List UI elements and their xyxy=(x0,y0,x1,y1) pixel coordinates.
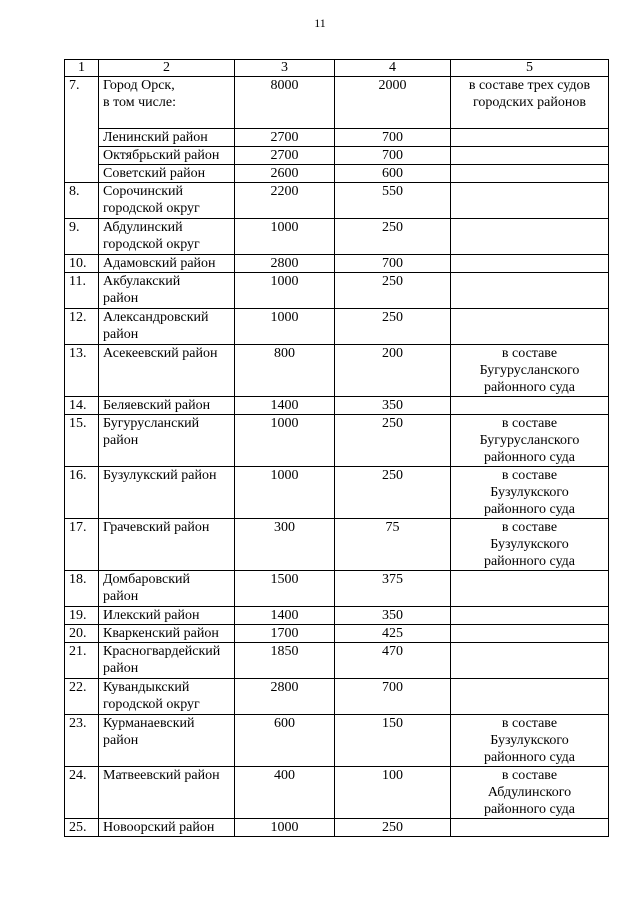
column-3-value: 2200 xyxy=(235,183,335,219)
court-note-cell xyxy=(451,129,609,147)
court-note-line: районного суда xyxy=(483,802,576,817)
column-4-value: 250 xyxy=(335,819,451,837)
district-name-line: Беляевский район xyxy=(103,398,211,413)
column-3-value: 1000 xyxy=(235,467,335,519)
district-name-line: Кувандыкский xyxy=(103,680,190,695)
district-name-line: Абдулинский xyxy=(103,220,183,235)
column-3-value: 2800 xyxy=(235,255,335,273)
court-note-cell xyxy=(451,77,609,129)
court-note-line: Бузулукского xyxy=(490,485,569,500)
column-4-value: 250 xyxy=(335,219,451,255)
table-body xyxy=(65,60,609,837)
row-number-cell: 9. xyxy=(65,219,99,255)
column-4-value: 2000 xyxy=(335,77,451,129)
table-row xyxy=(65,607,609,625)
court-note-line: в составе xyxy=(501,716,558,731)
table-row xyxy=(65,767,609,819)
column-4-value: 700 xyxy=(335,147,451,165)
district-name-cell xyxy=(99,183,235,219)
district-name-cell xyxy=(99,165,235,183)
court-note-cell xyxy=(451,607,609,625)
court-note-cell xyxy=(451,309,609,345)
header-cell: 3 xyxy=(235,60,335,77)
court-note-cell xyxy=(451,819,609,837)
row-number-cell: 7. xyxy=(65,77,99,129)
court-note-cell xyxy=(451,255,609,273)
court-note-cell xyxy=(451,571,609,607)
row-number-cell: 14. xyxy=(65,397,99,415)
court-note-line: районного суда xyxy=(483,450,576,465)
court-note-line: в составе xyxy=(501,468,558,483)
district-name-line: Сорочинский xyxy=(103,184,184,199)
district-name-cell xyxy=(99,397,235,415)
court-note-line: районного суда xyxy=(483,554,576,569)
row-number-cell: 11. xyxy=(65,273,99,309)
column-4-value: 375 xyxy=(335,571,451,607)
row-number-cell: 12. xyxy=(65,309,99,345)
row-number-cell: 19. xyxy=(65,607,99,625)
district-name-line: район xyxy=(103,661,139,676)
district-name-line: Ленинский район xyxy=(103,130,208,145)
column-3-value: 2700 xyxy=(235,129,335,147)
row-number-cell: 13. xyxy=(65,345,99,397)
table-row xyxy=(65,129,609,147)
district-name-line: район xyxy=(103,589,139,604)
column-4-value: 150 xyxy=(335,715,451,767)
district-name-cell xyxy=(99,77,235,129)
column-4-value: 250 xyxy=(335,467,451,519)
court-note-line: районного суда xyxy=(483,380,576,395)
row-number-cell: 25. xyxy=(65,819,99,837)
column-3-value: 2800 xyxy=(235,679,335,715)
column-4-value: 600 xyxy=(335,165,451,183)
row-number-cell xyxy=(65,129,99,147)
table-row xyxy=(65,819,609,837)
district-name-cell xyxy=(99,147,235,165)
district-name-line: Адамовский район xyxy=(103,256,216,271)
table-row xyxy=(65,415,609,467)
district-name-line: Кваркенский район xyxy=(103,626,219,641)
header-cell: 5 xyxy=(451,60,609,77)
column-4-value: 350 xyxy=(335,397,451,415)
court-note-line: в составе xyxy=(501,768,558,783)
district-name-line: городской округ xyxy=(103,201,200,216)
district-name-line: Грачевский район xyxy=(103,520,210,535)
district-name-line: Октябрьский район xyxy=(103,148,220,163)
column-4-value: 250 xyxy=(335,309,451,345)
table-row xyxy=(65,397,609,415)
column-3-value: 1000 xyxy=(235,273,335,309)
district-name-line: Матвеевский район xyxy=(103,768,220,783)
column-4-value: 550 xyxy=(335,183,451,219)
column-4-value: 700 xyxy=(335,129,451,147)
column-3-value: 1400 xyxy=(235,607,335,625)
district-name-line: Асекеевский район xyxy=(103,346,218,361)
court-note-cell xyxy=(451,147,609,165)
court-note-line: в составе xyxy=(501,520,558,535)
row-number-cell: 23. xyxy=(65,715,99,767)
row-number-cell: 20. xyxy=(65,625,99,643)
column-3-value: 300 xyxy=(235,519,335,571)
column-3-value: 1000 xyxy=(235,819,335,837)
column-3-value: 1000 xyxy=(235,415,335,467)
column-4-value: 100 xyxy=(335,767,451,819)
court-note-cell xyxy=(451,273,609,309)
district-name-cell xyxy=(99,643,235,679)
column-4-value: 470 xyxy=(335,643,451,679)
court-note-cell xyxy=(451,345,609,397)
court-note-line: районного суда xyxy=(483,502,576,517)
table-row xyxy=(65,625,609,643)
district-name-line: Илекский район xyxy=(103,608,200,623)
table-header-row xyxy=(65,60,609,77)
table-row xyxy=(65,255,609,273)
column-3-value: 600 xyxy=(235,715,335,767)
column-3-value: 1700 xyxy=(235,625,335,643)
row-number-cell: 15. xyxy=(65,415,99,467)
district-name-line: городской округ xyxy=(103,697,200,712)
district-name-line: Город Орск, xyxy=(103,78,175,93)
district-name-cell xyxy=(99,679,235,715)
court-note-cell xyxy=(451,397,609,415)
column-4-value: 700 xyxy=(335,255,451,273)
district-name-cell xyxy=(99,767,235,819)
court-note-cell xyxy=(451,643,609,679)
district-name-cell xyxy=(99,345,235,397)
column-4-value: 425 xyxy=(335,625,451,643)
table-row xyxy=(65,183,609,219)
table-row xyxy=(65,643,609,679)
row-number-cell: 21. xyxy=(65,643,99,679)
row-number-cell xyxy=(65,147,99,165)
district-name-cell xyxy=(99,607,235,625)
column-3-value: 1000 xyxy=(235,309,335,345)
court-note-cell xyxy=(451,519,609,571)
column-4-value: 200 xyxy=(335,345,451,397)
table-row xyxy=(65,77,609,129)
court-note-cell xyxy=(451,183,609,219)
court-note-line: Бугурусланского xyxy=(479,363,580,378)
district-name-cell xyxy=(99,255,235,273)
court-note-cell xyxy=(451,165,609,183)
district-name-line: Новоорский район xyxy=(103,820,215,835)
district-name-cell xyxy=(99,415,235,467)
district-name-line: Акбулакский xyxy=(103,274,181,289)
table-row xyxy=(65,273,609,309)
district-name-line: Красногвардейский xyxy=(103,644,221,659)
column-3-value: 800 xyxy=(235,345,335,397)
district-name-cell xyxy=(99,819,235,837)
column-3-value: 1850 xyxy=(235,643,335,679)
district-name-line: Курманаевский xyxy=(103,716,195,731)
district-name-cell xyxy=(99,129,235,147)
court-note-line: в составе трех судов xyxy=(468,78,591,93)
table-row xyxy=(65,519,609,571)
court-note-line: в составе xyxy=(501,416,558,431)
column-3-value: 1000 xyxy=(235,219,335,255)
court-note-cell xyxy=(451,625,609,643)
court-note-line: Бузулукского xyxy=(490,733,569,748)
table-row xyxy=(65,467,609,519)
row-number-cell: 18. xyxy=(65,571,99,607)
district-name-cell xyxy=(99,219,235,255)
court-note-line: городских районов xyxy=(473,95,586,110)
district-name-cell xyxy=(99,273,235,309)
header-cell: 1 xyxy=(65,60,99,77)
court-note-line: Бугурусланского xyxy=(479,433,580,448)
district-name-line: район xyxy=(103,327,139,342)
district-table xyxy=(64,59,609,837)
district-name-line: Бузулукский район xyxy=(103,468,217,483)
district-name-line: район xyxy=(103,291,139,306)
court-note-line: районного суда xyxy=(483,750,576,765)
column-4-value: 250 xyxy=(335,415,451,467)
table-row xyxy=(65,165,609,183)
district-name-line: Советский район xyxy=(103,166,206,181)
row-number-cell: 8. xyxy=(65,183,99,219)
court-note-cell xyxy=(451,679,609,715)
table-row xyxy=(65,147,609,165)
column-3-value: 2700 xyxy=(235,147,335,165)
row-number-cell: 22. xyxy=(65,679,99,715)
table-row xyxy=(65,679,609,715)
district-name-cell xyxy=(99,519,235,571)
court-note-cell xyxy=(451,219,609,255)
court-note-cell xyxy=(451,415,609,467)
district-name-line: Бугурусланский xyxy=(103,416,200,431)
district-name-line: район xyxy=(103,733,139,748)
column-3-value: 2600 xyxy=(235,165,335,183)
table-row xyxy=(65,345,609,397)
header-cell: 4 xyxy=(335,60,451,77)
column-3-value: 1400 xyxy=(235,397,335,415)
table-row xyxy=(65,571,609,607)
court-note-line: Бузулукского xyxy=(490,537,569,552)
column-4-value: 250 xyxy=(335,273,451,309)
column-3-value: 8000 xyxy=(235,77,335,129)
table-row xyxy=(65,715,609,767)
row-number-cell: 24. xyxy=(65,767,99,819)
district-name-cell xyxy=(99,467,235,519)
header-cell: 2 xyxy=(99,60,235,77)
district-name-line: в том числе: xyxy=(103,95,176,110)
column-3-value: 1500 xyxy=(235,571,335,607)
table-row xyxy=(65,309,609,345)
court-note-cell xyxy=(451,767,609,819)
table-row xyxy=(65,219,609,255)
column-4-value: 75 xyxy=(335,519,451,571)
district-name-cell xyxy=(99,715,235,767)
court-note-cell xyxy=(451,715,609,767)
district-name-line: городской округ xyxy=(103,237,200,252)
district-name-cell xyxy=(99,571,235,607)
row-number-cell xyxy=(65,165,99,183)
row-number-cell: 10. xyxy=(65,255,99,273)
column-3-value: 400 xyxy=(235,767,335,819)
row-number-cell: 16. xyxy=(65,467,99,519)
column-4-value: 350 xyxy=(335,607,451,625)
district-name-line: район xyxy=(103,433,139,448)
district-name-line: Александровский xyxy=(103,310,209,325)
district-name-line: Домбаровский xyxy=(103,572,191,587)
row-number-cell: 17. xyxy=(65,519,99,571)
court-note-line: Абдулинского xyxy=(487,785,572,800)
district-name-cell xyxy=(99,309,235,345)
page-number: 11 xyxy=(314,16,326,30)
court-note-line: в составе xyxy=(501,346,558,361)
court-note-cell xyxy=(451,467,609,519)
district-name-cell xyxy=(99,625,235,643)
column-4-value: 700 xyxy=(335,679,451,715)
